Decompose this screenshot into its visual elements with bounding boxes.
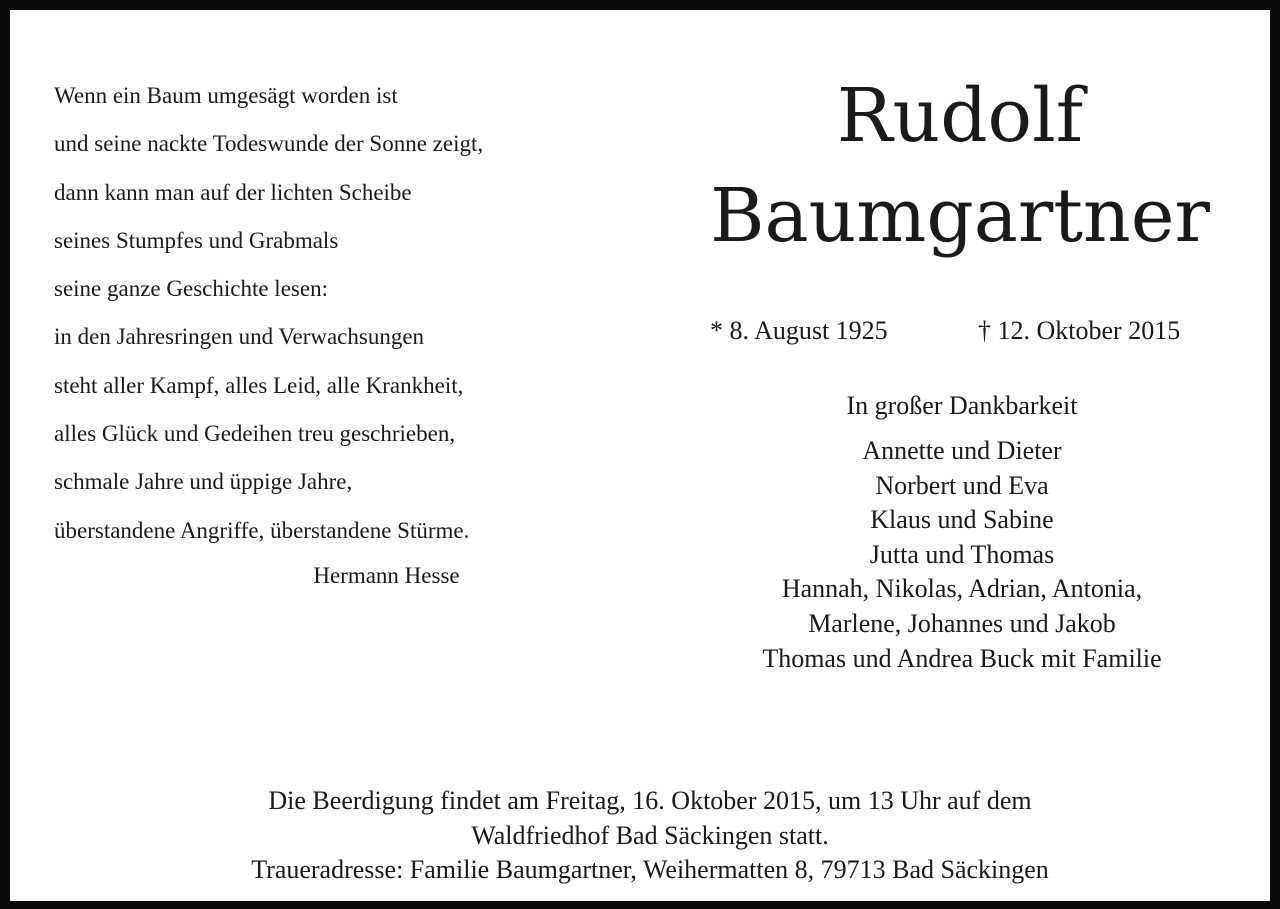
mourner-entry: Marlene, Johannes und Jakob xyxy=(808,608,1116,638)
last-name: Baumgartner xyxy=(710,173,1210,259)
mourner-entry: Thomas und Andrea Buck mit Familie xyxy=(762,643,1162,673)
mourner-entry: Jutta und Thomas xyxy=(869,539,1055,569)
mourning-address: Traueradresse: Familie Baumgartner, Weihermatten 8, 79713 Bad Säckingen xyxy=(251,855,1049,884)
funeral-date-line: Die Beerdigung findet am Freitag, 16. Oktober 2015, um 13 Uhr auf dem xyxy=(268,786,1032,815)
poem-line: in den Jahresringen und Verwachsungen xyxy=(54,324,425,350)
poem-line: seine ganze Geschichte lesen: xyxy=(54,276,328,302)
poem-line: alles Glück und Gedeihen treu geschrieben, xyxy=(54,421,456,447)
poem-line: steht aller Kampf, alles Leid, alle Krankheit, xyxy=(54,372,464,398)
poem-line: überstandene Angriffe, überstandene Stürme. xyxy=(54,517,470,543)
funeral-place-line: Waldfriedhof Bad Säckingen statt. xyxy=(471,820,829,850)
deceased-name xyxy=(670,66,1250,266)
first-name: Rudolf xyxy=(836,73,1084,159)
mourner-entry: Annette und Dieter xyxy=(862,436,1062,465)
mourner-entry: Klaus und Sabine xyxy=(870,505,1054,535)
poem-line: schmale Jahre und üppige Jahre, xyxy=(54,469,353,495)
mourners-list xyxy=(670,434,1254,676)
poem-line: und seine nackte Todeswunde der Sonne zeigt, xyxy=(54,131,484,157)
poem-line: Wenn ein Baum umgesägt worden ist xyxy=(54,83,398,108)
mourner-entry: Norbert und Eva xyxy=(875,470,1049,500)
poem-line: dann kann man auf der lichten Scheibe xyxy=(54,179,412,205)
poem xyxy=(54,72,654,555)
poem-author: Hermann Hesse xyxy=(313,563,460,588)
poem-line: seines Stumpfes und Grabmals xyxy=(54,227,339,253)
funeral-info xyxy=(20,784,1280,888)
birth-date: * 8. August 1925 xyxy=(710,316,888,345)
mourner-entry: Hannah, Nikolas, Adrian, Antonia, xyxy=(781,574,1143,604)
death-date: † 12. Oktober 2015 xyxy=(978,316,1181,345)
mourners-intro: In großer Dankbarkeit xyxy=(846,391,1078,420)
